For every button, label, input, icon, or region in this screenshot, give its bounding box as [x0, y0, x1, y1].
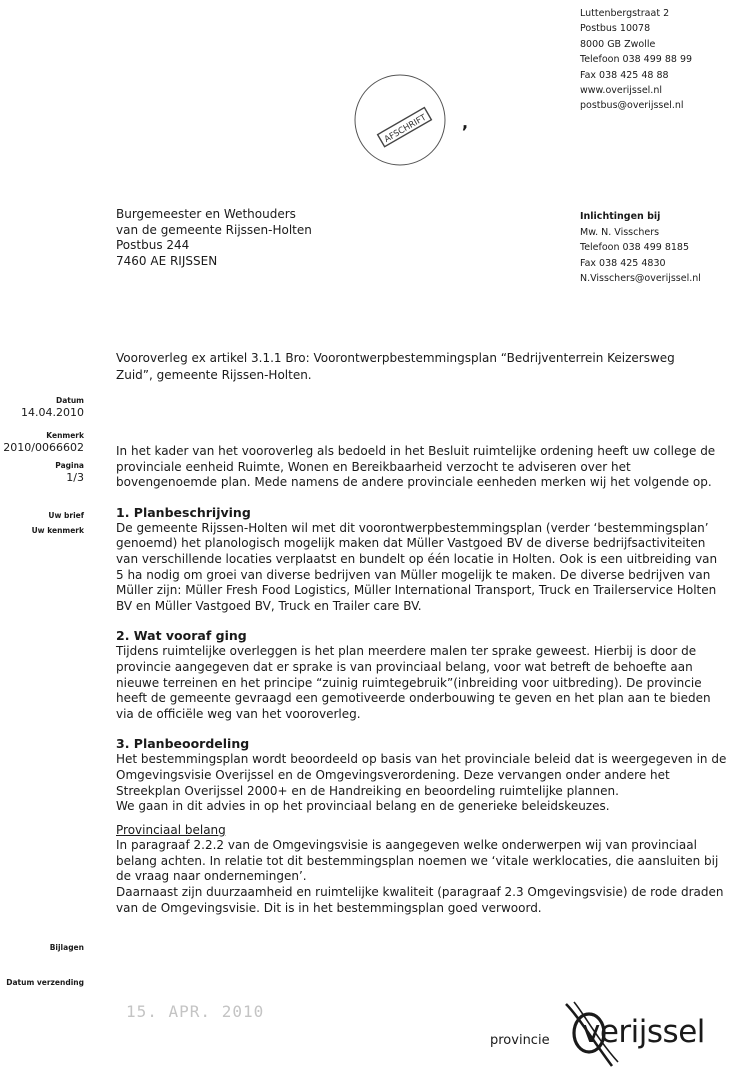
meta-pagina — [0, 460, 84, 485]
letter-subject — [116, 350, 726, 384]
recipient-line-2: van de gemeente Rijssen-Holten — [116, 222, 312, 237]
sender-street: Luttenbergstraat 2 — [580, 8, 670, 19]
pagina-value: 1/3 — [66, 471, 84, 484]
meta-kenmerk — [0, 430, 84, 455]
recipient-line-1: Burgemeester en Wethouders — [116, 207, 296, 221]
contact-heading: Inlichtingen bij — [580, 211, 661, 222]
contact-info — [580, 209, 701, 287]
sender-postbus: Postbus 10078 — [580, 23, 651, 35]
meta-uw-brief — [0, 510, 84, 521]
meta-verzending — [0, 977, 84, 988]
recipient-line-4: 7460 AE RIJSSEN — [116, 253, 218, 268]
uw-kenmerk-label: Uw kenmerk — [31, 526, 84, 535]
meta-datum — [0, 395, 84, 420]
section-2-title: 2. Wat vooraf ging — [116, 628, 247, 644]
subject-line-1: Vooroverleg ex artikel 3.1.1 Bro: Voorontwerpbestemmingsplan “Bedrijventerrein Keizersweg — [116, 351, 675, 365]
section-3-text-2: We gaan in dit advies in op het provinciaal belang en de generieke beleidskeuzes. — [116, 799, 610, 814]
uw-brief-label: Uw brief — [48, 511, 84, 520]
section-1-text: De gemeente Rijssen-Holten wil met dit voorontwerpbestemmingsplan (verder ‘bestemmingsplan’ genoemd) het planologisch mogelijk maken dat Müller Vastgoed BV de diverse bedrijfsactiviteiten van verschillende locaties verplaatst en bundelt op één locatie in Holten. Ook is een uitbreiding van 5 ha nodig om groei van diverse bedrijven van Müller mogelijk te maken. De diverse bedrijven van Müller zijn: Müller Fresh Food Logistics, Müller International Transport, Truck en Trailerservice Holten BV en Müller Vastgoed BV, Truck en Trailer care BV. — [116, 520, 718, 613]
letter-body — [116, 444, 728, 916]
contact-phone: Telefoon 038 499 8185 — [580, 242, 690, 253]
provinciaal-belang-title: Provinciaal belang — [116, 822, 226, 837]
logo-brand-overijssel: verijssel — [582, 1014, 705, 1050]
datum-value: 14.04.2010 — [21, 406, 84, 419]
stamp-text: AFSCHRIFT — [382, 112, 429, 145]
pen-mark: , — [462, 113, 469, 132]
contact-fax: Fax 038 425 4830 — [580, 257, 666, 269]
pagina-label: Pagina — [55, 461, 84, 470]
meta-bijlagen — [0, 942, 84, 953]
provinciaal-belang-text-2: Daarnaast zijn duurzaamheid en ruimtelijke kwaliteit (paragraaf 2.3 Omgevingsvisie) de rode draden van de Omgevingsvisie. Dit is in het bestemmingsplan goed verwoord. — [116, 885, 724, 915]
recipient-address — [116, 207, 312, 269]
provinciaal-belang-text: In paragraaf 2.2.2 van de Omgevingsvisie is aangegeven welke onderwerpen wij van provinciaal belang achten. In relatie tot dit bestemmingsplan noemen we ‘vitale werklocaties, die aansluiten bij de vraag naar ondernemingen’. — [116, 838, 719, 884]
sender-email: postbus@overijssel.nl — [580, 100, 684, 112]
contact-name: Mw. N. Visschers — [580, 226, 660, 238]
bijlagen-label: Bijlagen — [49, 943, 84, 952]
sender-city: 8000 GB Zwolle — [580, 38, 656, 50]
section-1-title: 1. Planbeschrijving — [116, 504, 251, 520]
contact-email: N.Visschers@overijssel.nl — [580, 273, 701, 284]
sender-phone: Telefoon 038 499 88 99 — [580, 54, 693, 66]
verzending-label: Datum verzending — [6, 978, 84, 987]
sender-fax: Fax 038 425 48 88 — [580, 69, 669, 81]
section-2-text: Tijdens ruimtelijke overleggen is het plan meerdere malen ter sprake geweest. Hierbij is door de provincie aangegeven dat er sprake is van provinciaal belang, voor wat betreft de behoefte aan nieuwe terreinen en het principe “zuinig ruimtegebruik”(inbreiding voor uitbreding). De provincie heeft de gemeente gevraagd een gemotiveerde onderbouwing te geven en het plan aan te bieden via de officiële weg van het vooroverleg. — [116, 644, 711, 721]
recipient-line-3: Postbus 244 — [116, 238, 190, 252]
intro-paragraph: In het kader van het vooroverleg als bedoeld in het Besluit ruimtelijke ordening heeft uw college de provinciale eenheid Ruimte, Wonen en Bereikbaarheid verzocht te adviseren over het bovengenoemde plan. Mede namens de andere provinciale eenheden merken wij het volgende op. — [116, 444, 716, 490]
afschrift-stamp — [350, 70, 450, 170]
section-3-text: Het bestemmingsplan wordt beoordeeld op basis van het provinciale beleid dat is weergegeven in de Omgevingsvisie Overijssel en de Omgevingsverordening. Deze vervangen onder andere het Streekplan Overijssel 2000+ en de Handreiking en beoordeling ruimtelijke plannen. — [116, 752, 727, 798]
kenmerk-value: 2010/0066602 — [3, 441, 84, 454]
dispatch-date-stamp: 15. APR. 2010 — [126, 1002, 265, 1021]
section-3-title: 3. Planbeoordeling — [116, 736, 250, 752]
datum-label: Datum — [55, 396, 84, 405]
logo-word-provincie: provincie — [490, 1033, 550, 1048]
kenmerk-label: Kenmerk — [46, 431, 84, 440]
sender-website: www.overijssel.nl — [580, 85, 662, 97]
meta-uw-kenmerk — [0, 525, 84, 536]
sender-address — [580, 6, 692, 114]
subject-line-2: Zuid”, gemeente Rijssen-Holten. — [116, 368, 312, 382]
